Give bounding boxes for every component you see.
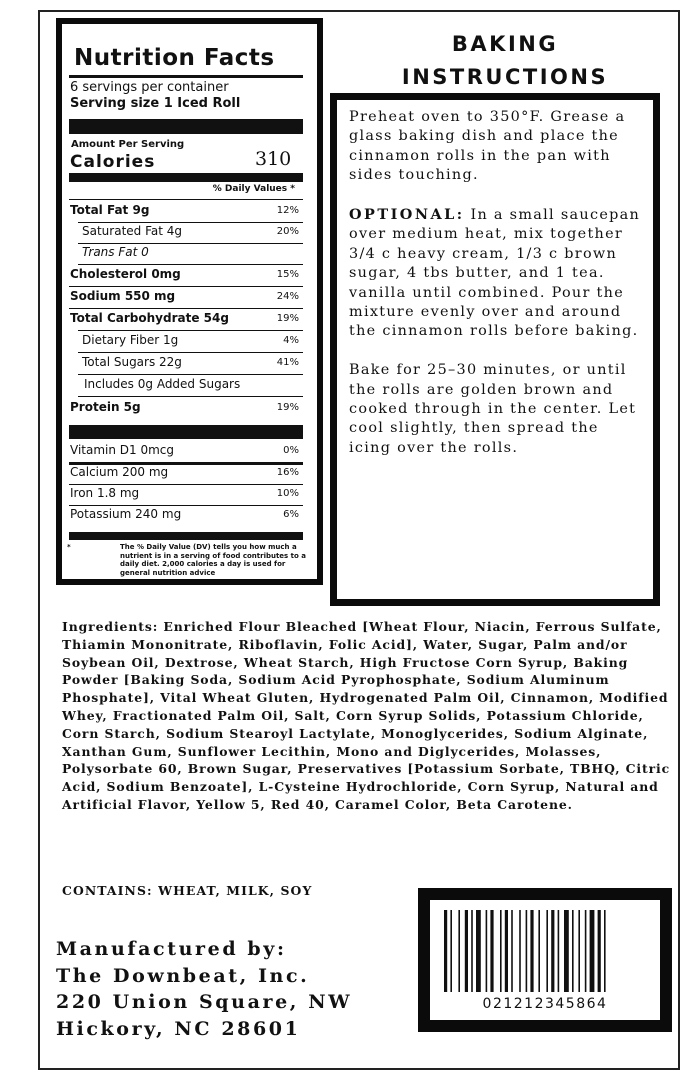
allergen-statement: CONTAINS: WHEAT, MILK, SOY <box>62 883 313 898</box>
footnote-star: * <box>67 543 71 551</box>
baking-instructions-text <box>349 108 643 478</box>
baking-instructions-box <box>330 93 660 606</box>
barcode-bar <box>519 910 521 992</box>
baking-title-line2: INSTRUCTIONS <box>401 65 609 89</box>
nutrient-label: Cholesterol 0mg <box>70 267 181 281</box>
barcode-frame <box>418 888 672 1032</box>
nutrient-label: Total Fat 9g <box>70 203 150 217</box>
manufacturer-street: 220 Union Square, NW <box>56 991 353 1013</box>
barcode-bar <box>538 910 540 992</box>
nutrient-label: Total Sugars 22g <box>82 355 182 369</box>
baking-step-preheat: Preheat oven to 350°F. Grease a glass baking dish and place the cinnamon rolls in the pan with sides touching. <box>349 109 626 184</box>
barcode-bar <box>526 910 528 992</box>
barcode-bar <box>500 910 502 992</box>
footnote-text: The % Daily Value (DV) tells you how much a nutrient is in a serving of food contributes to a daily diet. 2,000 calories a day is used for general nutrition advice <box>120 543 306 577</box>
barcode-bar <box>458 910 460 992</box>
calories-divider <box>69 173 303 182</box>
barcode-bar <box>505 910 508 992</box>
barcode-bar <box>511 910 513 992</box>
nutrition-facts-panel <box>56 18 323 585</box>
dv-header-rule <box>69 199 303 200</box>
manufacturer-block <box>56 936 352 1042</box>
baking-title <box>336 28 674 94</box>
footnote-divider <box>69 532 303 540</box>
manufacturer-name: The Downbeat, Inc. <box>56 964 310 987</box>
micronutrient-daily-value: 10% <box>276 488 299 499</box>
micronutrient-daily-value: 6% <box>283 509 299 520</box>
nutrient-row-rule <box>69 286 303 287</box>
nutrient-row-rule <box>78 264 303 265</box>
micronutrient-label: Iron 1.8 mg <box>70 486 140 500</box>
nutrient-row-rule <box>78 222 303 223</box>
nutrient-label: Total Carbohydrate 54g <box>70 311 229 325</box>
amount-per-serving: Amount Per Serving <box>71 139 185 150</box>
calories-value: 310 <box>255 148 292 170</box>
ingredients-list: Ingredients: Enriched Flour Bleached [Wheat Flour, Niacin, Ferrous Sulfate, Thiamin Mononitrate, Riboflavin, Folic Acid], Water, Sugar, Palm and/or Soybean Oil, Dextrose, Wheat Starch, High Fructose Corn Syrup, Baking Powder [Baking Soda, Sodium Acid Pyrophosphate, Sodium Aluminum Phosphate], Vital Wheat Gluten, Hydrogenated Palm Oil, Cinnamon, Modified Whey, Fractionated Palm Oil, Salt, Corn Syrup Solids, Potassium Chloride, Corn Starch, Sodium Stearoyl Lactylate, Monoglycerides, Sodium Alginate, Xanthan Gum, Sunflower Lecithin, Mono and Diglycerides, Molasses, Polysorbate 60, Brown Sugar, Preservatives [Potassium Sorbate, TBHQ, Citric Acid, Sodium Benzoate], L-Cysteine Hydrochloride, Corn Syrup, Natural and Artificial Flavor, Yellow 5, Red 40, Caramel Color, Beta Carotene. <box>62 619 671 812</box>
nutrient-daily-value: 19% <box>276 313 299 324</box>
nutrient-daily-value: 20% <box>276 226 299 237</box>
nutrient-label: Sodium 550 mg <box>70 289 176 303</box>
nutrient-daily-value: 12% <box>276 205 299 216</box>
nutrient-row-rule <box>78 330 303 331</box>
micronutrient-daily-value: 0% <box>283 445 299 456</box>
nutrient-daily-value: 41% <box>276 357 299 368</box>
micronutrient-label: Vitamin D1 0mcg <box>70 443 175 457</box>
daily-value-header: % Daily Values * <box>212 184 295 194</box>
calories-label: Calories <box>70 152 156 172</box>
optional-label: OPTIONAL: <box>349 206 465 224</box>
nutrient-row-rule <box>78 243 303 244</box>
nutrient-daily-value: 4% <box>283 335 299 346</box>
barcode-bar <box>444 910 447 992</box>
nutrient-row-rule <box>78 352 303 353</box>
baking-title-line1: BAKING <box>451 32 559 56</box>
barcode-bar <box>604 910 606 992</box>
nutrient-daily-value: 19% <box>276 402 299 413</box>
barcode-number: 021212345864 <box>482 996 608 1012</box>
barcode-bar <box>465 910 468 992</box>
nutrient-row-rule <box>78 374 303 375</box>
barcode-bar <box>546 910 548 992</box>
barcode-bar <box>486 910 488 992</box>
barcode-bar <box>564 910 569 992</box>
thick-divider <box>69 119 303 134</box>
baking-step-bake: Bake for 25–30 minutes, or until the rolls are golden brown and cooked through in the center. Let cool slightly, then spread the icing over the rolls. <box>349 362 637 456</box>
nutrient-label: Saturated Fat 4g <box>82 224 183 238</box>
barcode-bar <box>572 910 574 992</box>
title-rule <box>69 75 303 78</box>
nutrient-label: Dietary Fiber 1g <box>82 333 179 347</box>
barcode-bar <box>490 910 493 992</box>
servings-per-container: 6 servings per container <box>70 80 229 95</box>
nutrient-label: Protein 5g <box>70 400 141 414</box>
nutrition-title: Nutrition Facts <box>74 45 275 71</box>
baking-step-optional <box>349 205 643 342</box>
micronutrient-label: Potassium 240 mg <box>70 507 182 521</box>
micronutrient-row-rule <box>69 484 303 485</box>
nutrient-label: Includes 0g Added Sugars <box>84 377 241 391</box>
barcode-bar <box>471 910 473 992</box>
micronutrient-label: Calcium 200 mg <box>70 465 169 479</box>
barcode-bar <box>590 910 595 992</box>
barcode-bar <box>551 910 554 992</box>
barcode-bar <box>585 910 587 992</box>
barcode-bar <box>530 910 533 992</box>
barcode-bar <box>450 910 452 992</box>
manufacturer-city: Hickory, NC 28601 <box>56 1017 301 1040</box>
protein-divider <box>69 425 303 439</box>
barcode-bar <box>598 910 601 992</box>
barcode-bar <box>558 910 560 992</box>
barcode-bar <box>578 910 580 992</box>
nutrient-daily-value: 24% <box>276 291 299 302</box>
serving-size: Serving size 1 Iced Roll <box>70 96 241 111</box>
nutrient-row-rule <box>78 396 303 397</box>
micronutrient-row-rule <box>69 505 303 506</box>
barcode-bar <box>476 910 481 992</box>
nutrient-label: Trans Fat 0 <box>82 245 149 259</box>
manufacturer-label: Manufactured by: <box>56 938 287 960</box>
nutrient-row-rule <box>69 308 303 309</box>
optional-text: In a small saucepan over medium heat, mix together 3/4 c heavy cream, 1/3 c brown sugar, 4 tbs butter, and 1 tea. vanilla until combined. Pour the mixture evenly over and around the cinnamon rolls before baking. <box>349 207 641 340</box>
micronutrient-daily-value: 16% <box>276 467 299 478</box>
nutrient-daily-value: 15% <box>276 269 299 280</box>
